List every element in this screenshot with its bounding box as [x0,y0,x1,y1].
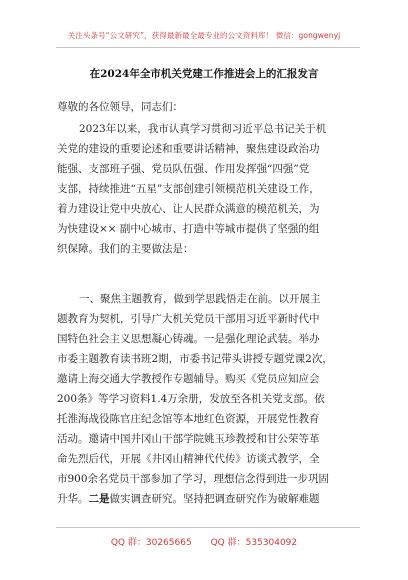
text-line: 命先烈后代，开展《井冈山精神代代传》访谈式教学，全 [57,453,320,465]
text-line: 织保障。我们的主要做法是： [57,243,194,255]
text-line: 关党的建设的重要论述和重要讲话精神，聚焦建设政治功 [57,143,320,155]
paragraph-section-one [57,289,353,509]
text-segment: 升华。 [57,493,89,505]
salutation: 尊敬的各位领导，同志们： [57,101,183,113]
text-line: 市900余名党员干部参加了学习，理想信念得到进一步巩固 [57,473,330,485]
promo-header: 关注头条号“公文研究”，获得最新最全最专业的公文资料库！ 微信：gongwenyj [67,31,341,40]
text-line: 着力建设让党中央放心、让人民群众满意的模范机关，为 [57,203,320,215]
text-line: 200条》等学习资料1.4万余册，发放至各机关党支部。依 [57,393,325,405]
text-line: 托淮海战役陈官庄纪念馆等本地红色资源，开展党性教育 [57,413,320,425]
text-line: 邀请上海交通大学教授作专题辅导。购买《党员应知应会 [57,373,320,385]
text-line-with-bold-lead [57,489,353,509]
text-line: 能强、支部班子强、党员队伍强、作用发挥强“四强”党 [57,163,310,175]
text-line: 活动。邀请中国井冈山干部学院姚玉珍教授和甘公荣等革 [57,433,320,445]
contact-footer [0,535,408,548]
paragraph-intro [57,119,353,259]
footer-divider [56,527,360,528]
text-line: 题教育为契机，引导广大机关党员干部用习近平新时代中 [57,313,320,325]
qq-group-2: QQ 群：535304092 [210,538,298,548]
text-line: 一、聚焦主题教育，做到学思践悟走在前。以开展主 [79,293,321,305]
text-line: 为快建设×× 副中心城市、打造中等城市提供了坚强的组 [57,223,320,235]
text-line: 市委主题教育读书班2期，市委书记带头讲授专题党课2次， [57,353,333,365]
text-line: 国特色社会主义思想凝心铸魂。一是强化理论武装。举办 [57,333,320,345]
qq-group-1: QQ 群：30265665 [110,538,192,548]
text-segment: 做实调查研究。坚持把调查研究作为破解难题 [109,493,320,505]
text-line: 支部，持续推进“五星”支部创建引领模范机关建设工作， [57,183,320,195]
text-line: 2023年以来，我市认真学习贯彻习近平总书记关于机 [79,123,327,135]
header-divider [56,47,360,48]
bold-lead-text: 二是 [88,493,110,505]
document-title: 在2024年全市机关党建工作推进会上的汇报发言 [89,68,319,80]
